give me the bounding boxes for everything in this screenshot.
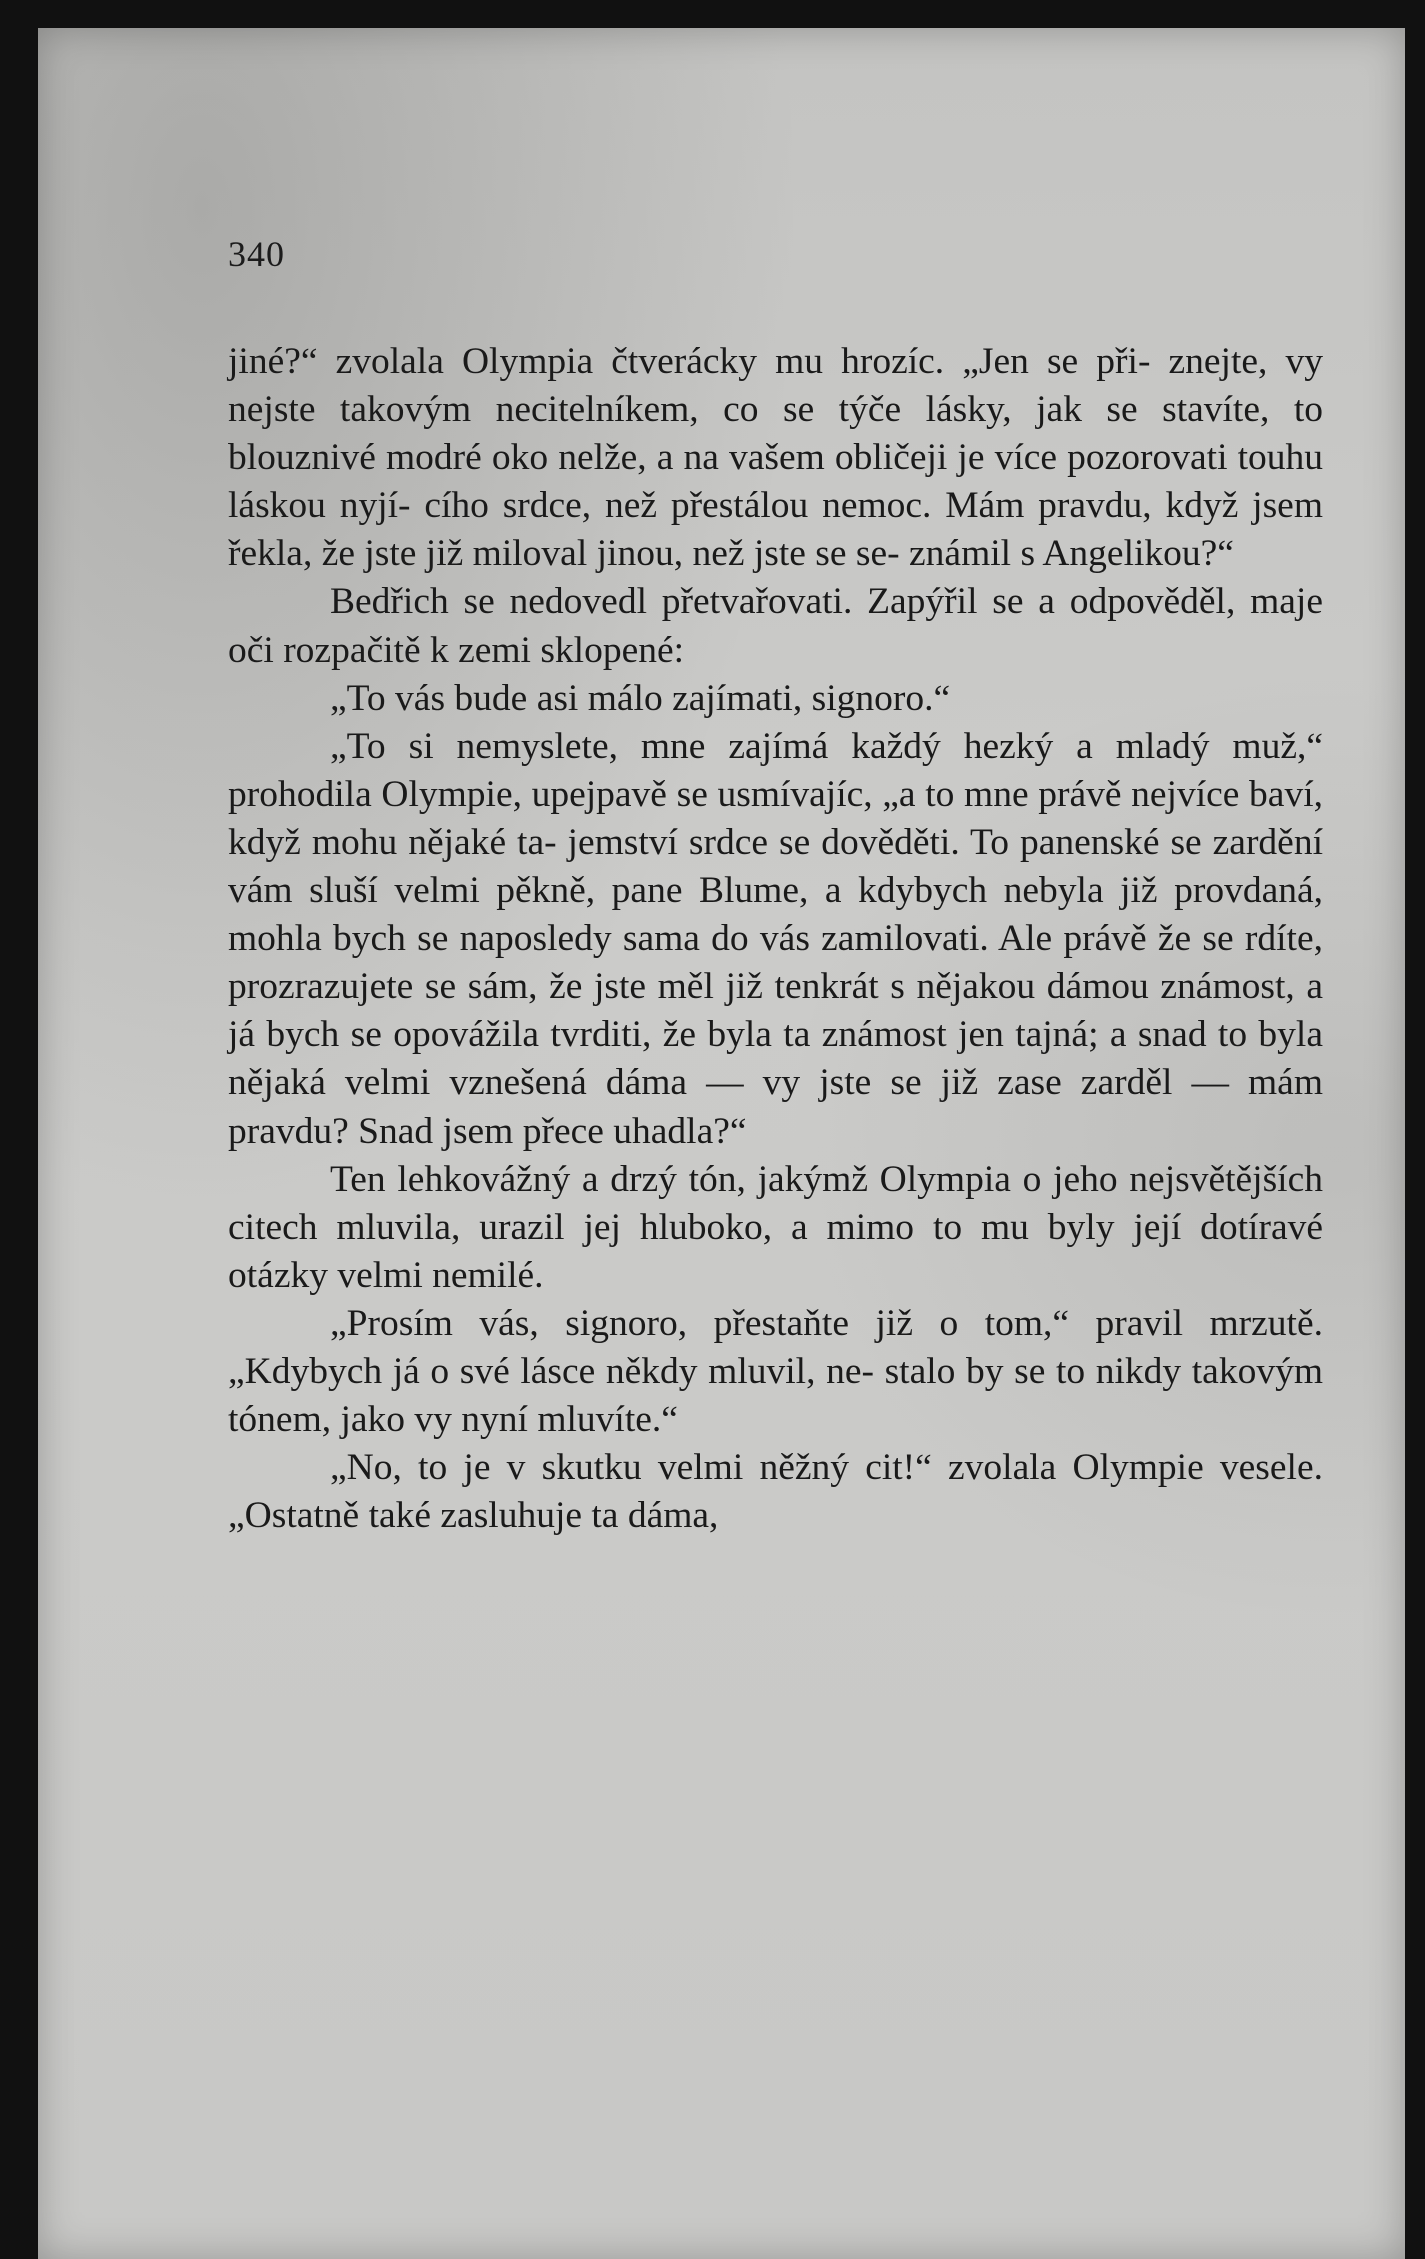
paragraph-6: „Prosím vás, signoro, přestaňte již o tom,“ pravil mrzutě. „Kdybych já o své lásce někdy mluvil, ne- stalo by se to nikdy takovým tónem, jako vy nyní mluvíte.“ bbox=[228, 1302, 1323, 1441]
body-text bbox=[228, 338, 1323, 1540]
paragraph-4: „To si nemyslete, mne zajímá každý hezký a mladý muž,“ prohodila Olympie, upejpavě se usmívajíc, „a to mne právě nejvíce baví, když mohu nějaké ta- jemství srdce se dověděti. To panenské se zardění vám sluší velmi pěkně, pane Blume, a kdybych nebyla již provdaná, mohla bych se naposledy sama do vás zamilovati. Ale právě že se rdíte, prozrazujete se sám, že jste měl již tenkrát s nějakou dámou známost, a já bych se opovážila tvrditi, že byla ta známost jen tajná; a snad to byla nějaká velmi vznešená dáma — vy jste se již zase zarděl — mám pravdu? Snad jsem přece uhadla?“ bbox=[228, 725, 1323, 1152]
paragraph-3: „To vás bude asi málo zajímati, signoro.“ bbox=[330, 677, 951, 719]
paragraph-7: „No, to je v skutku velmi něžný cit!“ zvolala Olympie vesele. „Ostatně také zasluhuje ta dáma, bbox=[228, 1447, 1323, 1537]
paragraph-1: jiné?“ zvolala Olympia čtverácky mu hrozíc. „Jen se při- znejte, vy nejste takovým necitelníkem, co se týče lásky, jak se stavíte, to blouznivé modré oko nelže, a na vašem obličeji je více pozorovati touhu láskou nyjí- cího srdce, než přestálou nemoc. Mám pravdu, když jsem řekla, že jste již miloval jinou, než jste se se- známil s Angelikou?“ bbox=[228, 341, 1323, 575]
book-page bbox=[38, 28, 1405, 2259]
page-number: 340 bbox=[228, 234, 285, 274]
paragraph-2: Bedřich se nedovedl přetvařovati. Zapýřil se a odpověděl, maje oči rozpačitě k zemi sklopené: bbox=[228, 581, 1323, 671]
paragraph-5: Ten lehkovážný a drzý tón, jakýmž Olympia o jeho nejsvětějších citech mluvila, urazil jej hluboko, a mimo to mu byly její dotíravé otázky velmi nemilé. bbox=[228, 1158, 1323, 1296]
